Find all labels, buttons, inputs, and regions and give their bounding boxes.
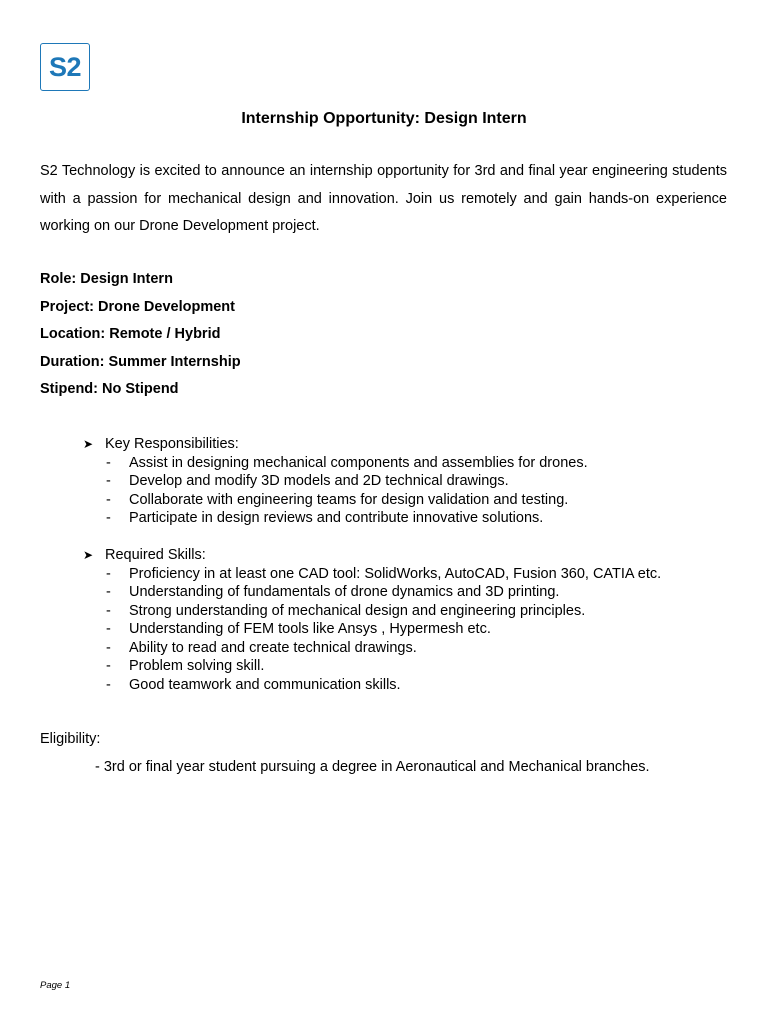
dash-bullet: - bbox=[106, 676, 111, 693]
responsibilities-section bbox=[83, 435, 588, 528]
list-item bbox=[83, 602, 661, 621]
list-item-text: Develop and modify 3D models and 2D technical drawings. bbox=[129, 473, 509, 489]
responsibilities-heading-row bbox=[83, 435, 588, 454]
list-item bbox=[83, 491, 588, 510]
fact-location: Location: Remote / Hybrid bbox=[40, 326, 221, 342]
dash-bullet: - bbox=[106, 491, 111, 508]
fact-stipend: Stipend: No Stipend bbox=[40, 381, 179, 397]
page-number: Page 1 bbox=[40, 980, 71, 991]
list-item-text: Collaborate with engineering teams for design validation and testing. bbox=[129, 491, 569, 508]
facts-list bbox=[40, 266, 241, 404]
list-item-text: Proficiency in at least one CAD tool: SolidWorks, AutoCAD, Fusion 360, CATIA etc. bbox=[129, 565, 662, 582]
list-item bbox=[83, 583, 661, 602]
eligibility-label: Eligibility: bbox=[40, 731, 101, 747]
intro-paragraph: S2 Technology is excited to announce an internship opportunity for 3rd and final year engineering students with a passion for mechanical design and innovation. Join us remotely and gain hands-on experience working on our Drone Development project. bbox=[40, 163, 727, 234]
list-item-text: Good teamwork and communication skills. bbox=[129, 676, 401, 693]
responsibilities-heading: Key Responsibilities: bbox=[105, 436, 239, 452]
dash-bullet: - bbox=[106, 639, 111, 656]
dash-bullet: - bbox=[106, 510, 111, 526]
dash-bullet: - bbox=[106, 584, 111, 600]
list-item bbox=[83, 509, 588, 528]
eligibility-item: - 3rd or final year student pursuing a degree in Aeronautical and Mechanical branches. bbox=[95, 759, 650, 775]
list-item-text: Strong understanding of mechanical design and engineering principles. bbox=[129, 602, 586, 619]
fact-duration: Duration: Summer Internship bbox=[40, 353, 241, 370]
fact-role: Role: Design Intern bbox=[40, 271, 173, 287]
skills-heading-row bbox=[83, 546, 661, 565]
list-item bbox=[83, 565, 661, 584]
skills-heading: Required Skills: bbox=[105, 547, 206, 563]
page-title: Internship Opportunity: Design Intern bbox=[241, 110, 527, 127]
fact-project: Project: Drone Development bbox=[40, 298, 235, 315]
list-item bbox=[83, 657, 661, 676]
dash-bullet: - bbox=[106, 621, 111, 637]
list-item-text: Assist in designing mechanical components and assemblies for drones. bbox=[129, 454, 588, 471]
list-item bbox=[83, 639, 661, 658]
dash-bullet: - bbox=[106, 454, 111, 471]
company-logo bbox=[40, 43, 90, 91]
skills-section bbox=[83, 546, 661, 694]
list-item-text: Understanding of FEM tools like Ansys , Hypermesh etc. bbox=[129, 621, 491, 637]
logo-text: S2 bbox=[48, 51, 82, 82]
arrow-bullet-icon: ➤ bbox=[83, 548, 94, 562]
list-item bbox=[83, 620, 661, 639]
list-item bbox=[83, 454, 588, 473]
arrow-bullet-icon: ➤ bbox=[83, 437, 94, 451]
dash-bullet: - bbox=[106, 602, 111, 619]
list-item-text: Participate in design reviews and contribute innovative solutions. bbox=[129, 510, 544, 526]
dash-bullet: - bbox=[106, 473, 111, 489]
dash-bullet: - bbox=[106, 565, 111, 582]
list-item bbox=[83, 472, 588, 491]
list-item bbox=[83, 676, 661, 695]
list-item-text: Understanding of fundamentals of drone dynamics and 3D printing. bbox=[129, 584, 560, 600]
list-item-text: Ability to read and create technical drawings. bbox=[129, 639, 417, 656]
dash-bullet: - bbox=[106, 658, 111, 674]
list-item-text: Problem solving skill. bbox=[129, 658, 265, 674]
